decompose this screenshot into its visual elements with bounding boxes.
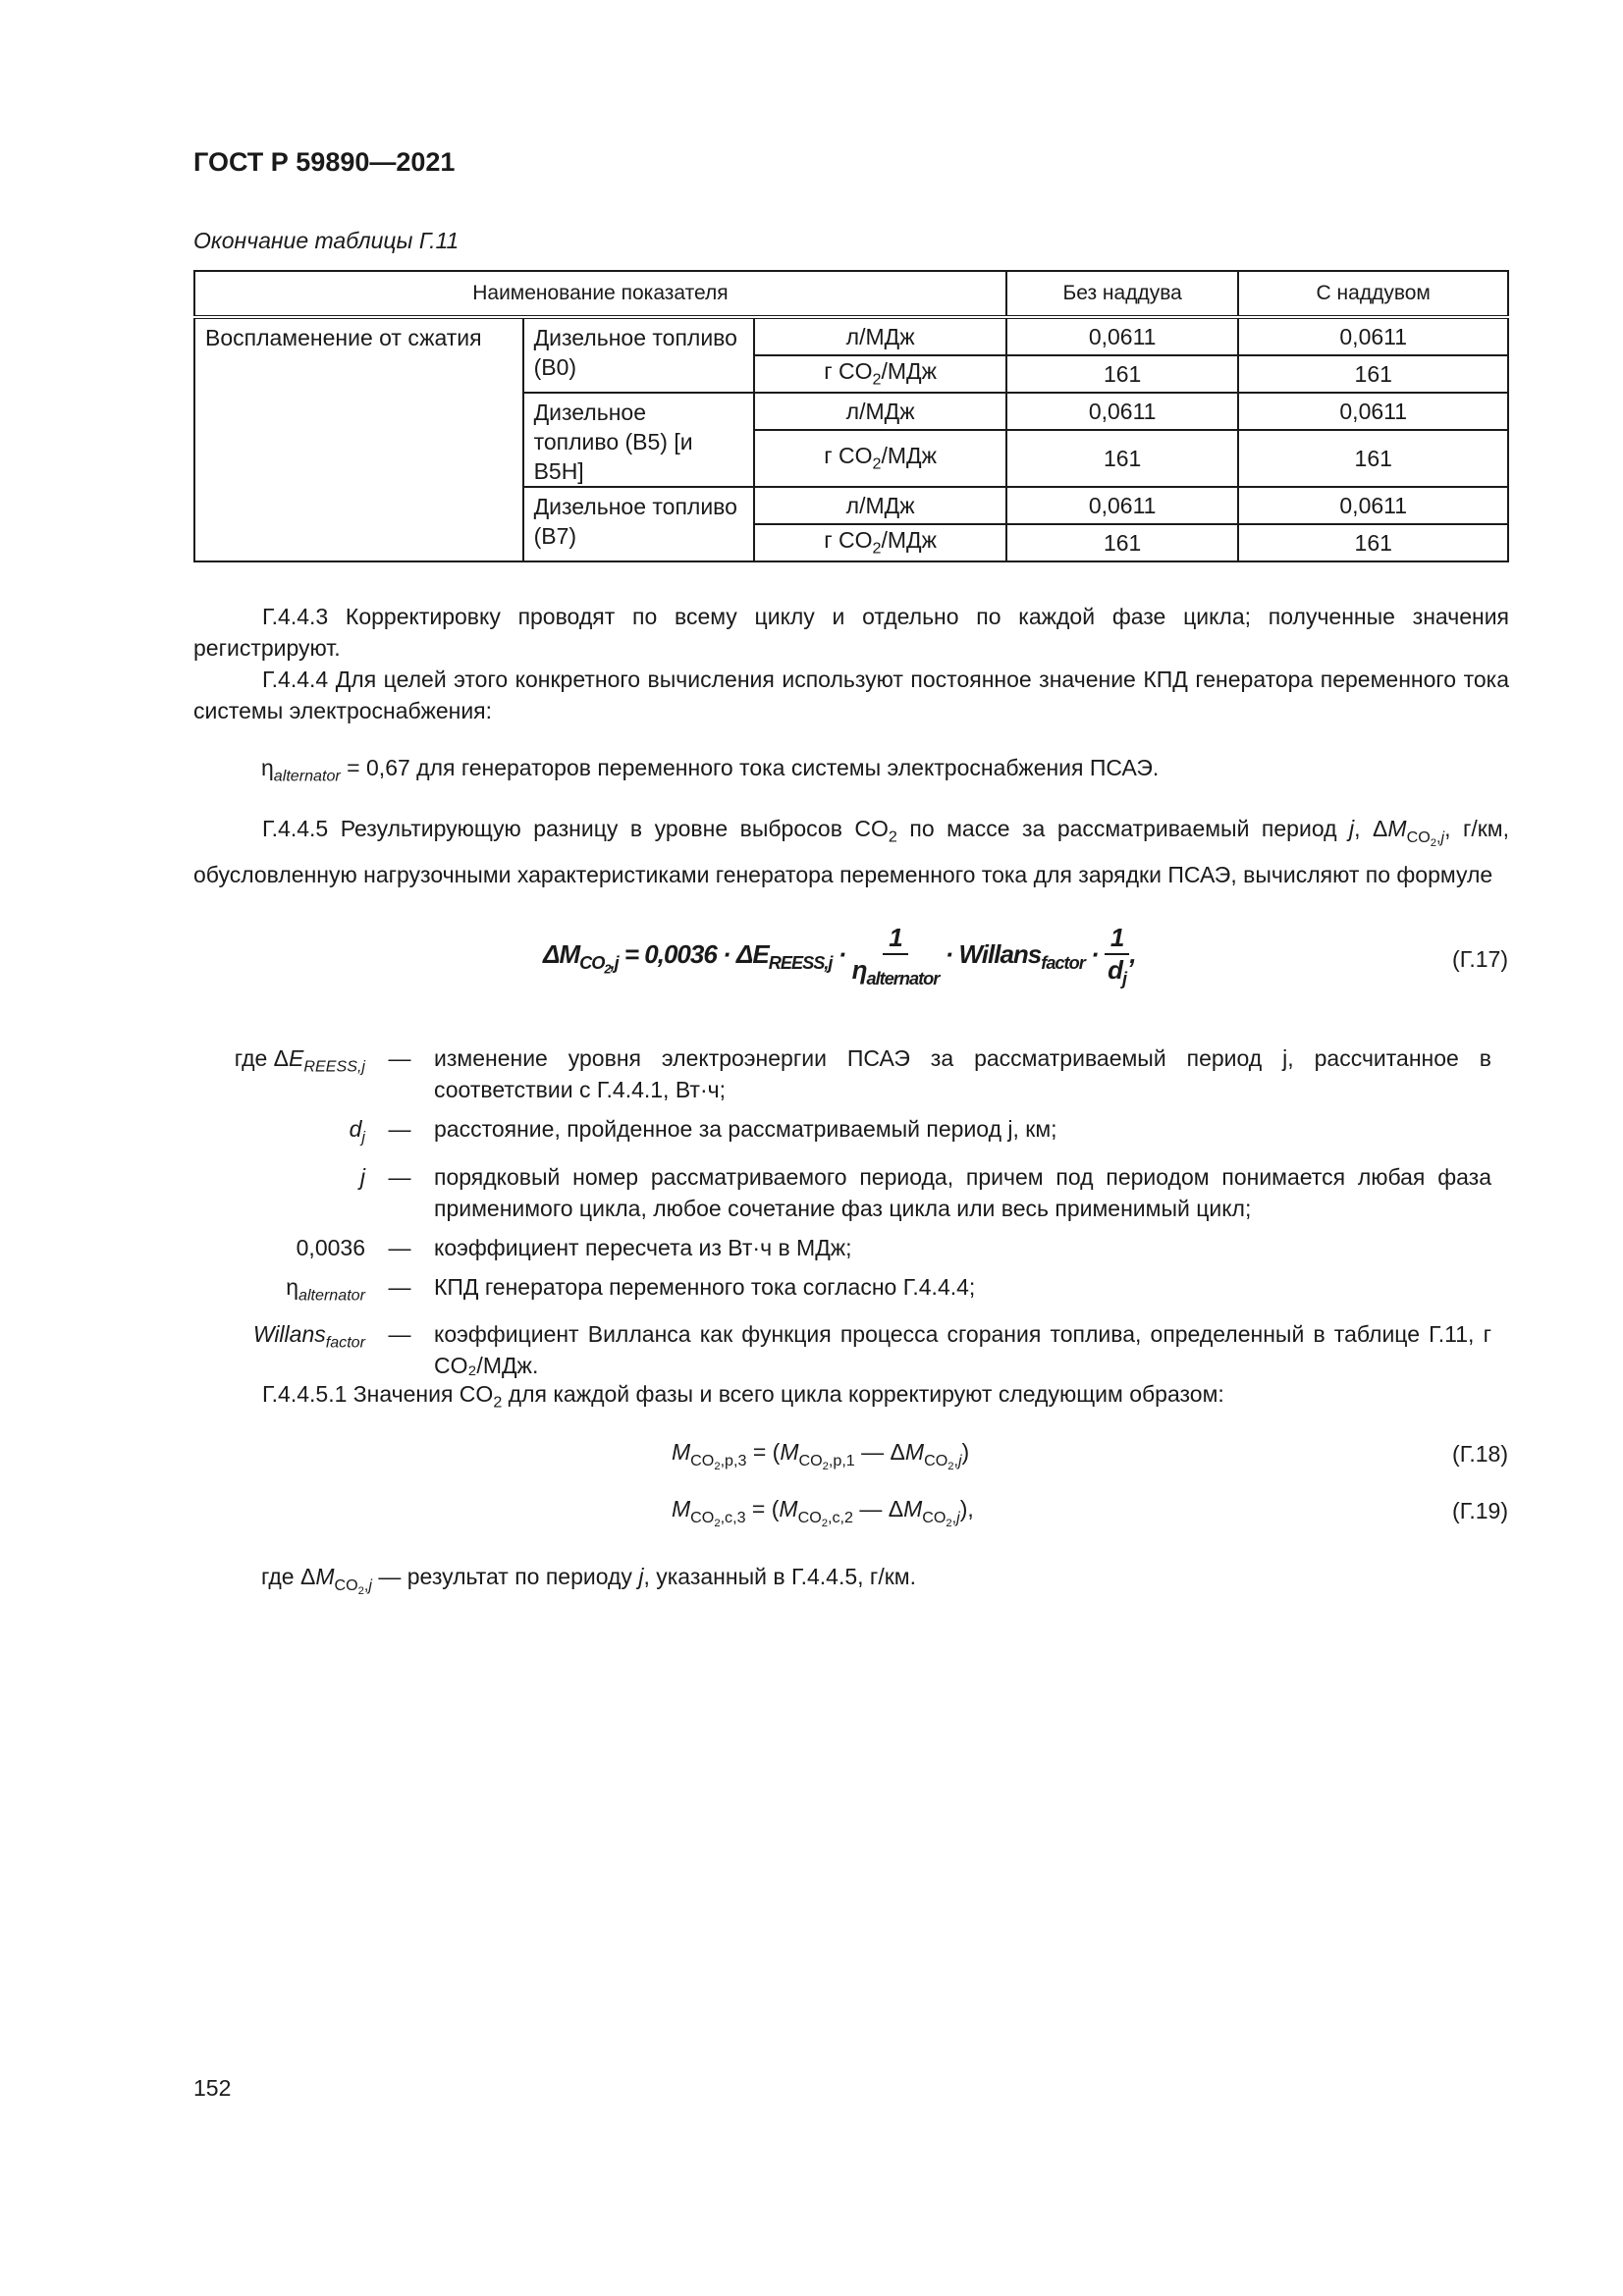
list-item: Willans$_{factor}$ — коэффициент Вилланса как функция процесса сгорания топлива, определенный в таблице Г.11, г CO₂/МДж.: [252, 1321, 1491, 1379]
formula-number-g19: (Г.19): [1452, 1498, 1508, 1523]
paragraph-g444: Г.4.4.4 Для целей этого конкретного вычисления используют постоянное значение КПД генератора переменного тока системы электроснабжения:: [193, 667, 1509, 723]
value-cell: 161: [1238, 355, 1508, 393]
unit-cell: г $CO_2$/МДж: [754, 430, 1005, 487]
formula-g18: $M_{CO_2,p,3} = (M_{CO_2,p,1}$ — $\Delta M_{CO_2,j}$): [672, 1439, 970, 1472]
fuel-cell: Дизельное топливо (В5) [и В5Н]: [523, 393, 755, 487]
table-g11: [193, 270, 1509, 562]
list-item: 0,0036 — коэффициент пересчета из Вт·ч в МДж;: [296, 1234, 852, 1260]
value-cell: 161: [1238, 430, 1508, 487]
unit-cell: л/МДж: [754, 317, 1005, 355]
unit-cell: г $CO_2$/МДж: [754, 524, 1005, 561]
paragraph-g4451: Г.4.4.5.1 Значения $CO_2$ для каждой фазы и всего цикла корректируют следующим образом:: [262, 1381, 1224, 1412]
list-item: $d_j$ — расстояние, пройденное за рассматриваемый период j, км;: [349, 1116, 1057, 1147]
list-item: j — порядковый номер рассматриваемого периода, причем под периодом понимается любая фаза применимого цикла, любое сочетание фаз цикла или весь применимый цикл;: [359, 1163, 1491, 1221]
value-cell: 161: [1006, 355, 1239, 393]
value-cell: 0,0611: [1006, 317, 1239, 355]
fuel-cell: Дизельное топливо (В0): [523, 317, 755, 393]
list-item: где $\Delta E_{REESS,j}$ — изменение уровня электроэнергии ПСАЭ за рассматриваемый период j, рассчитанное в соответствии с Г.4.4.1, Вт·ч;: [234, 1045, 1491, 1102]
value-cell: 0,0611: [1238, 393, 1508, 430]
value-cell: 161: [1238, 524, 1508, 561]
definitions-list: [193, 1042, 1509, 1389]
formula-number-g18: (Г.18): [1452, 1441, 1508, 1467]
value-cell: 0,0611: [1006, 487, 1239, 524]
document-header: ГОСТ Р 59890—2021: [193, 147, 456, 177]
value-cell: 161: [1006, 430, 1239, 487]
formula-g19: $M_{CO_2,c,3} = (M_{CO_2,c,2}$ — $\Delta M_{CO_2,j}$),: [672, 1496, 974, 1529]
unit-cell: л/МДж: [754, 487, 1005, 524]
paragraph-eta: $\eta_{alternator} = 0,67$ для генераторов переменного тока системы электроснабжения ПСАЭ.: [261, 755, 1160, 785]
table-row: [194, 317, 1508, 355]
value-cell: 0,0611: [1238, 317, 1508, 355]
formula-g17: $\Delta M_{CO_2,j} = 0,0036 \cdot \Delta E_{REESS,j}$ · $\frac{1}{\eta_{alternator}}$ · Willans$_{factor}$ · $\frac{1}{d_j}$ ,: [543, 923, 1136, 989]
group-cell: Воспламенение от сжатия: [194, 317, 523, 561]
formula-number-g17: (Г.17): [1452, 946, 1508, 972]
value-cell: 0,0611: [1238, 487, 1508, 524]
table-caption: Окончание таблицы Г.11: [193, 228, 460, 253]
value-cell: 0,0611: [1006, 393, 1239, 430]
fuel-cell: Дизельное топливо (В7): [523, 487, 755, 561]
list-item: $\eta_{alternator}$ — КПД генератора переменного тока согласно Г.4.4.4;: [286, 1273, 976, 1305]
unit-cell: г $CO_2$/МДж: [754, 355, 1005, 393]
paragraph-g445: Г.4.4.5 Результирующую разницу в уровне выбросов $CO_2$ по массе за рассматриваемый период j, $\Delta M_{CO_2,j}$, г/км, обусловленную нагрузочными характеристиками генератора переменного тока для зарядки ПСАЭ, вычисляют по формуле: [193, 816, 1509, 887]
paragraph-g443: Г.4.4.3 Корректировку проводят по всему циклу и отдельно по каждой фазе цикла; полученные значения регистрируют.: [193, 604, 1509, 661]
col-header-no-boost: Без наддува: [1006, 271, 1239, 317]
col-header-boost: С наддувом: [1238, 271, 1508, 317]
page-number: 152: [193, 2075, 232, 2101]
unit-cell: л/МДж: [754, 393, 1005, 430]
table-header-row: [194, 271, 1508, 317]
paragraph-where: где $\Delta M_{CO_2,j}$ — результат по периоду j, указанный в Г.4.4.5, г/км.: [261, 1564, 916, 1597]
col-header-indicator: Наименование показателя: [194, 271, 1006, 317]
value-cell: 161: [1006, 524, 1239, 561]
